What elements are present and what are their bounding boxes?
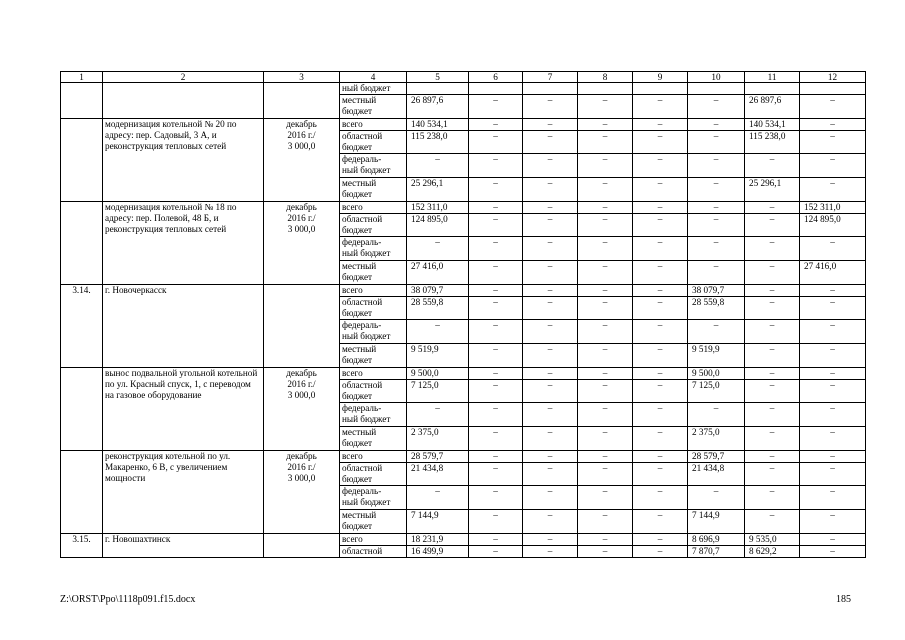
amount-cell: – [633, 546, 688, 558]
budget-type: ный бюджет [340, 83, 407, 95]
amount-cell: – [469, 261, 523, 285]
amount-cell: – [633, 427, 688, 451]
column-number: 7 [523, 72, 578, 83]
amount-cell: – [688, 131, 745, 154]
amount-cell: – [800, 320, 866, 344]
amount-cell: – [688, 154, 745, 178]
budget-type: всего [340, 451, 407, 463]
table-row [61, 451, 866, 463]
amount-cell: – [800, 451, 866, 463]
amount-cell: – [578, 486, 633, 510]
amount-cell: – [745, 154, 800, 178]
table-row [61, 534, 866, 546]
project-description: вынос подвальной угольной котельной по ул. Красный спуск, 1, с переводом на газовое оборудование [103, 368, 264, 451]
amount-cell: – [688, 237, 745, 261]
budget-type: всего [340, 534, 407, 546]
amount-cell: – [469, 427, 523, 451]
amount-cell: 152 311,0 [407, 202, 469, 214]
amount-cell: – [523, 214, 578, 237]
amount-cell: – [800, 546, 866, 558]
amount-cell: – [469, 380, 523, 403]
amount-cell: – [523, 178, 578, 202]
amount-cell: – [745, 510, 800, 534]
budget-type: областной бюджет [340, 214, 407, 237]
amount-cell: – [800, 427, 866, 451]
amount-cell: – [745, 344, 800, 368]
amount-cell: – [633, 237, 688, 261]
row-number: 3.14. [61, 285, 103, 368]
amount-cell: – [633, 534, 688, 546]
amount-cell: – [469, 297, 523, 320]
amount-cell: – [578, 297, 633, 320]
amount-cell: – [407, 154, 469, 178]
amount-cell: – [800, 131, 866, 154]
amount-cell: – [523, 285, 578, 297]
column-number: 11 [745, 72, 800, 83]
amount-cell: – [688, 202, 745, 214]
amount-cell: – [578, 178, 633, 202]
amount-cell: – [800, 368, 866, 380]
column-number: 5 [407, 72, 469, 83]
amount-cell: 16 499,9 [407, 546, 469, 558]
deadline-cost: декабрь 2016 г./ 3 000,0 [264, 451, 340, 534]
amount-cell: – [688, 214, 745, 237]
budget-type: всего [340, 285, 407, 297]
amount-cell: – [633, 131, 688, 154]
column-number: 12 [800, 72, 866, 83]
amount-cell [633, 83, 688, 95]
amount-cell: 2 375,0 [407, 427, 469, 451]
amount-cell [469, 83, 523, 95]
amount-cell: – [633, 202, 688, 214]
amount-cell: 25 296,1 [407, 178, 469, 202]
amount-cell: – [578, 202, 633, 214]
amount-cell: – [745, 261, 800, 285]
amount-cell: – [800, 237, 866, 261]
amount-cell: – [745, 320, 800, 344]
amount-cell: – [523, 486, 578, 510]
row-number [61, 83, 103, 119]
amount-cell [407, 83, 469, 95]
amount-cell: – [407, 237, 469, 261]
amount-cell: – [469, 237, 523, 261]
amount-cell: – [578, 534, 633, 546]
amount-cell: 26 897,6 [407, 95, 469, 119]
amount-cell: – [469, 285, 523, 297]
amount-cell: 8 696,9 [688, 534, 745, 546]
amount-cell: – [523, 403, 578, 427]
amount-cell [578, 83, 633, 95]
amount-cell: 28 559,8 [407, 297, 469, 320]
column-number: 9 [633, 72, 688, 83]
column-number: 4 [340, 72, 407, 83]
amount-cell: – [800, 178, 866, 202]
amount-cell: – [523, 131, 578, 154]
project-description: г. Новошахтинск [103, 534, 264, 558]
amount-cell: – [745, 202, 800, 214]
amount-cell: 140 534,1 [745, 119, 800, 131]
amount-cell: – [800, 534, 866, 546]
amount-cell: 7 125,0 [407, 380, 469, 403]
amount-cell: 124 895,0 [407, 214, 469, 237]
amount-cell: 28 559,8 [688, 297, 745, 320]
budget-type: федераль- ный бюджет [340, 403, 407, 427]
amount-cell: – [688, 486, 745, 510]
table-row [61, 368, 866, 380]
amount-cell: – [469, 451, 523, 463]
amount-cell: – [633, 95, 688, 119]
amount-cell: – [745, 368, 800, 380]
budget-table [60, 71, 866, 558]
amount-cell: – [469, 95, 523, 119]
amount-cell: – [800, 285, 866, 297]
budget-type: федераль- ный бюджет [340, 320, 407, 344]
amount-cell: – [745, 285, 800, 297]
amount-cell: – [469, 510, 523, 534]
amount-cell: – [578, 119, 633, 131]
budget-type: областной бюджет [340, 463, 407, 486]
amount-cell: – [688, 403, 745, 427]
amount-cell: – [745, 451, 800, 463]
amount-cell: – [469, 546, 523, 558]
amount-cell: – [523, 237, 578, 261]
amount-cell: – [469, 463, 523, 486]
amount-cell: – [523, 95, 578, 119]
amount-cell: 2 375,0 [688, 427, 745, 451]
amount-cell: – [800, 344, 866, 368]
amount-cell: – [523, 202, 578, 214]
amount-cell: 26 897,6 [745, 95, 800, 119]
amount-cell: 8 629,2 [745, 546, 800, 558]
amount-cell: – [578, 320, 633, 344]
amount-cell: – [523, 380, 578, 403]
file-path: Z:\ORST\Ppo\1118p091.f15.docx [60, 594, 196, 605]
budget-type: местный бюджет [340, 510, 407, 534]
amount-cell: 124 895,0 [800, 214, 866, 237]
amount-cell: – [523, 320, 578, 344]
budget-type: федераль- ный бюджет [340, 486, 407, 510]
budget-type: всего [340, 368, 407, 380]
budget-type: местный бюджет [340, 427, 407, 451]
amount-cell: – [578, 344, 633, 368]
amount-cell: – [578, 380, 633, 403]
amount-cell: – [523, 368, 578, 380]
amount-cell: – [745, 403, 800, 427]
amount-cell: – [633, 285, 688, 297]
amount-cell: 9 500,0 [407, 368, 469, 380]
amount-cell: – [800, 486, 866, 510]
column-number: 3 [264, 72, 340, 83]
amount-cell: – [633, 154, 688, 178]
amount-cell: – [745, 297, 800, 320]
budget-type: местный бюджет [340, 261, 407, 285]
amount-cell: – [578, 131, 633, 154]
amount-cell: – [578, 214, 633, 237]
amount-cell: – [523, 297, 578, 320]
amount-cell: 7 144,9 [407, 510, 469, 534]
amount-cell: – [469, 131, 523, 154]
amount-cell: – [745, 214, 800, 237]
amount-cell: – [578, 451, 633, 463]
amount-cell: – [633, 451, 688, 463]
amount-cell: – [578, 427, 633, 451]
table-row [61, 83, 866, 95]
amount-cell: 28 579,7 [407, 451, 469, 463]
column-number: 8 [578, 72, 633, 83]
amount-cell: – [578, 261, 633, 285]
amount-cell: – [523, 546, 578, 558]
amount-cell: 28 579,7 [688, 451, 745, 463]
amount-cell: 152 311,0 [800, 202, 866, 214]
amount-cell: – [745, 380, 800, 403]
budget-type: областной [340, 546, 407, 558]
amount-cell: 9 519,9 [407, 344, 469, 368]
amount-cell [688, 83, 745, 95]
amount-cell [745, 83, 800, 95]
row-number [61, 368, 103, 451]
budget-type: областной бюджет [340, 131, 407, 154]
amount-cell: 9 500,0 [688, 368, 745, 380]
deadline-cost: декабрь 2016 г./ 3 000,0 [264, 119, 340, 202]
amount-cell: 9 535,0 [745, 534, 800, 546]
row-number [61, 202, 103, 285]
project-description: модернизация котельной № 18 по адресу: пер. Полевой, 48 Б, и реконструкция тепловых сетей [103, 202, 264, 285]
budget-type: федераль- ный бюджет [340, 237, 407, 261]
project-description: реконструкция котельной по ул. Макаренко, 6 В, с увеличением мощности [103, 451, 264, 534]
amount-cell: – [469, 403, 523, 427]
amount-cell: – [523, 534, 578, 546]
amount-cell: – [633, 297, 688, 320]
amount-cell: – [469, 178, 523, 202]
amount-cell: – [469, 368, 523, 380]
amount-cell: – [633, 320, 688, 344]
amount-cell: – [523, 510, 578, 534]
amount-cell: – [688, 178, 745, 202]
amount-cell: – [523, 451, 578, 463]
amount-cell: – [633, 261, 688, 285]
amount-cell: – [578, 546, 633, 558]
amount-cell: – [800, 510, 866, 534]
amount-cell: 18 231,9 [407, 534, 469, 546]
amount-cell: – [469, 534, 523, 546]
amount-cell: – [745, 463, 800, 486]
amount-cell: – [407, 486, 469, 510]
amount-cell: – [633, 510, 688, 534]
budget-type: местный бюджет [340, 344, 407, 368]
table-row [61, 202, 866, 214]
amount-cell: – [745, 427, 800, 451]
amount-cell: – [745, 486, 800, 510]
row-number: 3.15. [61, 534, 103, 558]
amount-cell: – [469, 486, 523, 510]
amount-cell: 9 519,9 [688, 344, 745, 368]
amount-cell: – [633, 380, 688, 403]
amount-cell [523, 83, 578, 95]
amount-cell: 7 870,7 [688, 546, 745, 558]
amount-cell: – [469, 202, 523, 214]
amount-cell [800, 83, 866, 95]
amount-cell: – [800, 380, 866, 403]
amount-cell: – [523, 463, 578, 486]
amount-cell: – [469, 154, 523, 178]
amount-cell: – [688, 261, 745, 285]
amount-cell: – [800, 154, 866, 178]
project-description: модернизация котельной № 20 по адресу: пер. Садовый, 3 А, и реконструкция тепловых сетей [103, 119, 264, 202]
amount-cell: 38 079,7 [407, 285, 469, 297]
amount-cell: – [407, 320, 469, 344]
deadline-cost [264, 534, 340, 558]
amount-cell: – [800, 297, 866, 320]
amount-cell: – [688, 320, 745, 344]
amount-cell: – [469, 344, 523, 368]
budget-type: местный бюджет [340, 95, 407, 119]
project-description: г. Новочеркасск [103, 285, 264, 368]
amount-cell: – [523, 344, 578, 368]
amount-cell: 21 434,8 [407, 463, 469, 486]
deadline-cost: декабрь 2016 г./ 3 000,0 [264, 368, 340, 451]
amount-cell: – [633, 486, 688, 510]
amount-cell: – [633, 344, 688, 368]
budget-type: областной бюджет [340, 297, 407, 320]
amount-cell: – [688, 95, 745, 119]
amount-cell: – [523, 261, 578, 285]
row-number [61, 451, 103, 534]
amount-cell: – [469, 214, 523, 237]
page-number: 185 [836, 594, 851, 605]
column-number: 2 [103, 72, 264, 83]
amount-cell: – [578, 463, 633, 486]
deadline-cost: декабрь 2016 г./ 3 000,0 [264, 202, 340, 285]
project-description [103, 83, 264, 119]
amount-cell: – [469, 320, 523, 344]
amount-cell: – [578, 285, 633, 297]
column-number: 10 [688, 72, 745, 83]
column-number: 6 [469, 72, 523, 83]
amount-cell: – [688, 119, 745, 131]
deadline-cost [264, 83, 340, 119]
amount-cell: 27 416,0 [800, 261, 866, 285]
amount-cell: – [578, 237, 633, 261]
amount-cell: – [578, 154, 633, 178]
amount-cell: – [578, 403, 633, 427]
deadline-cost [264, 285, 340, 368]
amount-cell: – [800, 95, 866, 119]
amount-cell: 27 416,0 [407, 261, 469, 285]
column-number: 1 [61, 72, 103, 83]
amount-cell: 140 534,1 [407, 119, 469, 131]
amount-cell: – [745, 237, 800, 261]
amount-cell: – [633, 178, 688, 202]
budget-type: местный бюджет [340, 178, 407, 202]
amount-cell: – [407, 403, 469, 427]
amount-cell: 7 125,0 [688, 380, 745, 403]
amount-cell: – [800, 463, 866, 486]
table-row [61, 285, 866, 297]
budget-type: федераль- ный бюджет [340, 154, 407, 178]
amount-cell: 115 238,0 [407, 131, 469, 154]
amount-cell: – [633, 119, 688, 131]
amount-cell: – [800, 119, 866, 131]
amount-cell: 115 238,0 [745, 131, 800, 154]
amount-cell: – [523, 119, 578, 131]
amount-cell: – [578, 368, 633, 380]
row-number [61, 119, 103, 202]
budget-type: всего [340, 119, 407, 131]
amount-cell: – [523, 427, 578, 451]
amount-cell: 38 079,7 [688, 285, 745, 297]
amount-cell: – [633, 214, 688, 237]
amount-cell: – [633, 463, 688, 486]
amount-cell: – [523, 154, 578, 178]
budget-type: всего [340, 202, 407, 214]
amount-cell: 21 434,8 [688, 463, 745, 486]
table-row [61, 119, 866, 131]
amount-cell: – [469, 119, 523, 131]
amount-cell: – [578, 95, 633, 119]
amount-cell: – [633, 368, 688, 380]
amount-cell: – [800, 403, 866, 427]
amount-cell: 25 296,1 [745, 178, 800, 202]
amount-cell: – [633, 403, 688, 427]
column-number-row [61, 72, 866, 83]
budget-type: областной бюджет [340, 380, 407, 403]
amount-cell: 7 144,9 [688, 510, 745, 534]
amount-cell: – [578, 510, 633, 534]
